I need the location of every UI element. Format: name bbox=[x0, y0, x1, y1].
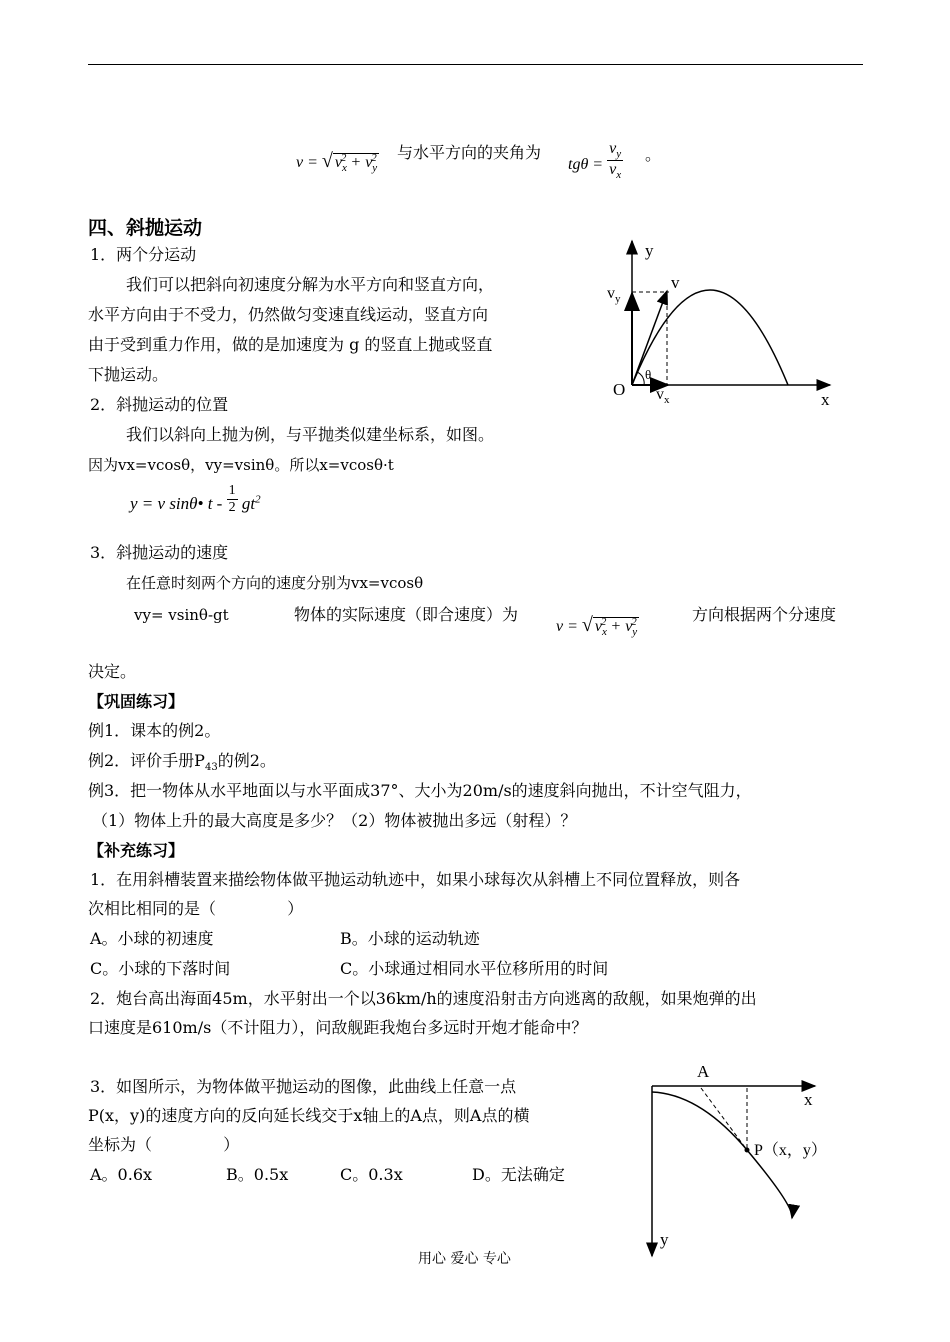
option-b: B。小球的运动轨迹 bbox=[340, 929, 480, 948]
q3-option-c: C。0.3x bbox=[340, 1165, 403, 1184]
example-1: 例1．课本的例2。 bbox=[88, 721, 221, 740]
vx-label: $v_x$ bbox=[656, 386, 670, 406]
paragraph-line: 决定。 bbox=[88, 662, 137, 681]
question-3-line3: 坐标为（ ） bbox=[88, 1135, 240, 1154]
example-3-line1: 例3．把一物体从水平地面以与水平面成37°、大小为20m/s的速度斜向抛出，不计空气阻力， bbox=[88, 781, 752, 800]
vy-label: $v_y$ bbox=[607, 285, 621, 305]
example-2: 例2．评价手册$P_{43}$的例2。 bbox=[88, 751, 276, 774]
supplement-title: 【补充练习】 bbox=[88, 841, 185, 860]
subsection-1-title: 1．两个分运动 bbox=[90, 245, 197, 264]
paragraph-line: 我们以斜向上抛为例，与平抛类似建坐标系，如图。 bbox=[126, 425, 495, 444]
oblique-projectile-diagram bbox=[595, 235, 845, 415]
q3-option-a: A。0.6x bbox=[90, 1165, 153, 1184]
option-c: C。小球的下落时间 bbox=[90, 959, 231, 978]
origin-label: O bbox=[613, 380, 626, 399]
paragraph-line: 水平方向由于不受力，仍然做匀变速直线运动，竖直方向 bbox=[88, 305, 489, 324]
question-1-line2: 次相比相同的是（ ） bbox=[88, 899, 304, 918]
formula-end: 。 bbox=[645, 145, 662, 164]
velocity-formula: v = √ $v_x^2 + v_y^2$ bbox=[296, 150, 378, 175]
example-3-line2: （1）物体上升的最大高度是多少？（2）物体被抛出多远（射程）？ bbox=[92, 811, 577, 830]
y-axis-label: y bbox=[660, 1230, 669, 1249]
paragraph-line: 方向根据两个分速度 bbox=[692, 605, 837, 624]
practice-title: 【巩固练习】 bbox=[88, 692, 185, 711]
header-rule bbox=[88, 64, 863, 65]
option-a: A。小球的初速度 bbox=[90, 929, 214, 948]
paragraph-line: 物体的实际速度（即合速度）为 bbox=[294, 605, 519, 624]
point-p bbox=[745, 1148, 750, 1153]
resultant-velocity-formula: v = √ $v_x^2 + v_y^2$ bbox=[556, 614, 638, 639]
dashed-tangent bbox=[701, 1088, 747, 1150]
paragraph-line: 因为vx=vcosθ，vy=vsinθ。所以x=vcosθ·t bbox=[88, 456, 394, 474]
question-3-line1: 3．如图所示，为物体做平抛运动的图像，此曲线上任意一点 bbox=[90, 1077, 517, 1096]
p-label: P（x，y） bbox=[754, 1142, 827, 1159]
question-2-line2: 口速度是610m/s（不计阻力），问敌舰距我炮台多远时开炮才能命中？ bbox=[88, 1018, 588, 1037]
question-3-line2: P(x，y)的速度方向的反向延长线交于x轴上的A点，则A点的横 bbox=[88, 1106, 530, 1125]
question-1-line1: 1．在用斜槽装置来描绘物体做平抛运动轨迹中，如果小球每次从斜槽上不同位置释放，则各 bbox=[90, 870, 741, 889]
footer-text: 用心 爱心 专心 bbox=[418, 1251, 511, 1267]
paragraph-line: 由于受到重力作用，做的是加速度为 g 的竖直上抛或竖直 bbox=[88, 335, 493, 354]
subsection-2-title: 2．斜抛运动的位置 bbox=[90, 395, 229, 414]
paragraph-line: 我们可以把斜向初速度分解为水平方向和竖直方向， bbox=[126, 275, 495, 294]
x-axis-label: x bbox=[804, 1090, 813, 1109]
section-title: 四、斜抛运动 bbox=[88, 217, 203, 239]
angle-arc bbox=[637, 372, 644, 385]
subsection-3-title: 3．斜抛运动的速度 bbox=[90, 543, 229, 562]
y-axis-label: y bbox=[645, 241, 654, 260]
q3-option-b: B。0.5x bbox=[226, 1165, 289, 1184]
tangent-formula: tgθ = $\frac{v_y}{v_x}$ bbox=[568, 140, 622, 182]
position-formula: y = v sinθ• t - $\frac{1}{2}$ $gt^2$ bbox=[130, 483, 261, 515]
theta-label: θ bbox=[645, 367, 652, 382]
angle-connector-text: 与水平方向的夹角为 bbox=[397, 143, 542, 162]
a-label: A bbox=[697, 1062, 710, 1081]
paragraph-line: 在任意时刻两个方向的速度分别为vx=vcosθ bbox=[126, 574, 424, 592]
q3-option-d: D。无法确定 bbox=[472, 1165, 565, 1184]
question-2-line1: 2．炮台高出海面45m，水平射出一个以36km/h的速度沿射击方向逃离的敌舰，如果炮弹的出 bbox=[90, 989, 757, 1008]
trajectory-curve bbox=[632, 290, 788, 385]
horizontal-projectile-diagram bbox=[640, 1058, 860, 1258]
x-axis-label: x bbox=[821, 390, 830, 409]
option-d: C。小球通过相同水平位移所用的时间 bbox=[340, 959, 609, 978]
v-label: v bbox=[671, 273, 680, 292]
vy-velocity-text: vy= vsinθ-gt bbox=[134, 606, 229, 624]
paragraph-line: 下抛运动。 bbox=[88, 365, 169, 384]
